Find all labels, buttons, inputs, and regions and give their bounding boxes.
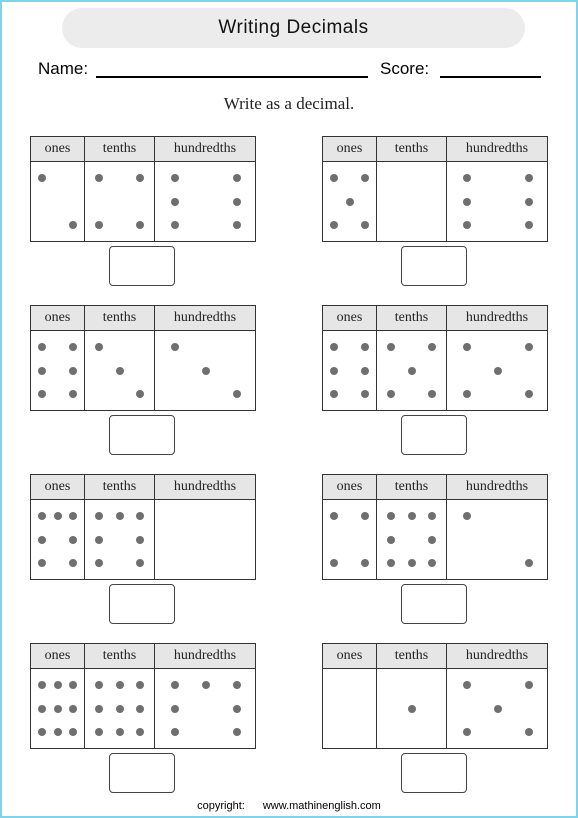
counter-dot bbox=[136, 728, 144, 736]
counter-dot bbox=[54, 705, 62, 713]
ones-cell bbox=[31, 500, 85, 579]
place-value-table bbox=[322, 305, 548, 411]
counter-dot bbox=[361, 174, 369, 182]
counter-dot bbox=[69, 221, 77, 229]
score-line bbox=[440, 76, 541, 78]
counter-dot bbox=[408, 705, 416, 713]
counter-dot bbox=[69, 536, 77, 544]
counter-dot bbox=[525, 343, 533, 351]
counter-dot bbox=[387, 536, 395, 544]
counter-dot bbox=[330, 512, 338, 520]
answer-box[interactable] bbox=[401, 584, 467, 624]
tenths-cell bbox=[85, 669, 155, 748]
counter-dot bbox=[202, 367, 210, 375]
counter-dot bbox=[95, 559, 103, 567]
table-header-row bbox=[31, 644, 255, 669]
table-header-row bbox=[323, 644, 547, 669]
counter-dot bbox=[171, 198, 179, 206]
counter-dot bbox=[525, 559, 533, 567]
answer-box[interactable] bbox=[109, 415, 175, 455]
copyright-footer bbox=[2, 800, 576, 812]
problem-6 bbox=[322, 474, 548, 626]
counter-dot bbox=[38, 705, 46, 713]
ones-cell bbox=[31, 162, 85, 241]
column-header-hundredths: hundredths bbox=[173, 479, 237, 494]
table-body-row bbox=[31, 500, 255, 579]
page-title: Writing Decimals bbox=[218, 17, 369, 38]
table-body-row bbox=[323, 331, 547, 410]
counter-dot bbox=[463, 174, 471, 182]
column-header-tenths: tenths bbox=[377, 475, 447, 499]
counter-dot bbox=[330, 174, 338, 182]
column-header-ones: ones bbox=[31, 306, 85, 330]
counter-dot bbox=[69, 728, 77, 736]
counter-dot bbox=[116, 512, 124, 520]
counter-dot bbox=[69, 367, 77, 375]
counter-dot bbox=[387, 343, 395, 351]
counter-dot bbox=[387, 390, 395, 398]
column-header-ones: ones bbox=[31, 644, 85, 668]
counter-dot bbox=[69, 705, 77, 713]
column-header-ones: ones bbox=[31, 137, 85, 161]
counter-dot bbox=[95, 728, 103, 736]
counter-dot bbox=[346, 198, 354, 206]
table-header-row bbox=[323, 475, 547, 500]
counter-dot bbox=[136, 536, 144, 544]
column-header-ones: ones bbox=[323, 644, 377, 668]
table-header-row bbox=[31, 306, 255, 331]
hundredths-cell bbox=[447, 669, 547, 748]
counter-dot bbox=[233, 221, 241, 229]
counter-dot bbox=[463, 390, 471, 398]
counter-dot bbox=[136, 390, 144, 398]
ones-cell bbox=[323, 162, 377, 241]
tenths-cell bbox=[377, 331, 447, 410]
name-line bbox=[96, 76, 368, 78]
hundredths-cell bbox=[155, 500, 255, 579]
counter-dot bbox=[387, 512, 395, 520]
counter-dot bbox=[463, 512, 471, 520]
column-header-hundredths: hundredths bbox=[465, 141, 529, 156]
counter-dot bbox=[428, 559, 436, 567]
table-header-row bbox=[323, 306, 547, 331]
counter-dot bbox=[69, 512, 77, 520]
ones-cell bbox=[323, 331, 377, 410]
counter-dot bbox=[494, 705, 502, 713]
counter-dot bbox=[95, 512, 103, 520]
column-header-hundredths: hundredths bbox=[465, 648, 529, 663]
counter-dot bbox=[38, 536, 46, 544]
counter-dot bbox=[38, 343, 46, 351]
tenths-cell bbox=[377, 500, 447, 579]
place-value-table bbox=[30, 305, 256, 411]
column-header-tenths: tenths bbox=[85, 475, 155, 499]
counter-dot bbox=[361, 221, 369, 229]
instruction-text: Write as a decimal. bbox=[223, 94, 355, 113]
table-header-row bbox=[31, 137, 255, 162]
answer-box[interactable] bbox=[401, 246, 467, 286]
table-body-row bbox=[323, 669, 547, 748]
counter-dot bbox=[171, 343, 179, 351]
counter-dot bbox=[95, 705, 103, 713]
hundredths-cell bbox=[447, 331, 547, 410]
problem-3 bbox=[30, 305, 256, 457]
counter-dot bbox=[233, 705, 241, 713]
counter-dot bbox=[116, 681, 124, 689]
tenths-cell bbox=[377, 669, 447, 748]
counter-dot bbox=[525, 390, 533, 398]
counter-dot bbox=[428, 343, 436, 351]
problem-5 bbox=[30, 474, 256, 626]
column-header-tenths: tenths bbox=[377, 137, 447, 161]
table-body-row bbox=[31, 669, 255, 748]
counter-dot bbox=[136, 221, 144, 229]
site-name: www.mathinenglish.com bbox=[262, 800, 381, 812]
place-value-table bbox=[30, 643, 256, 749]
counter-dot bbox=[463, 681, 471, 689]
counter-dot bbox=[171, 681, 179, 689]
counter-dot bbox=[525, 728, 533, 736]
name-label: Name: bbox=[38, 59, 89, 78]
counter-dot bbox=[428, 512, 436, 520]
column-header-hundredths: hundredths bbox=[465, 310, 529, 325]
counter-dot bbox=[38, 681, 46, 689]
counter-dot bbox=[38, 390, 46, 398]
table-body-row bbox=[323, 162, 547, 241]
counter-dot bbox=[38, 559, 46, 567]
column-header-ones: ones bbox=[323, 475, 377, 499]
counter-dot bbox=[202, 681, 210, 689]
counter-dot bbox=[233, 198, 241, 206]
counter-dot bbox=[136, 705, 144, 713]
score-label: Score: bbox=[380, 59, 430, 78]
counter-dot bbox=[38, 728, 46, 736]
counter-dot bbox=[171, 221, 179, 229]
counter-dot bbox=[408, 559, 416, 567]
tenths-cell bbox=[85, 162, 155, 241]
counter-dot bbox=[116, 367, 124, 375]
counter-dot bbox=[136, 559, 144, 567]
counter-dot bbox=[330, 559, 338, 567]
answer-box[interactable] bbox=[109, 584, 175, 624]
counter-dot bbox=[361, 512, 369, 520]
counter-dot bbox=[171, 705, 179, 713]
place-value-table bbox=[322, 136, 548, 242]
counter-dot bbox=[69, 559, 77, 567]
ones-cell bbox=[323, 500, 377, 579]
hundredths-cell bbox=[155, 331, 255, 410]
counter-dot bbox=[171, 174, 179, 182]
counter-dot bbox=[38, 174, 46, 182]
column-header-hundredths: hundredths bbox=[173, 648, 237, 663]
column-header-hundredths: hundredths bbox=[173, 310, 237, 325]
table-header-row bbox=[323, 137, 547, 162]
counter-dot bbox=[408, 512, 416, 520]
counter-dot bbox=[136, 512, 144, 520]
counter-dot bbox=[38, 512, 46, 520]
counter-dot bbox=[233, 681, 241, 689]
counter-dot bbox=[494, 367, 502, 375]
counter-dot bbox=[136, 681, 144, 689]
counter-dot bbox=[69, 681, 77, 689]
counter-dot bbox=[95, 221, 103, 229]
place-value-table bbox=[30, 136, 256, 242]
problem-4 bbox=[322, 305, 548, 457]
counter-dot bbox=[330, 343, 338, 351]
column-header-tenths: tenths bbox=[377, 306, 447, 330]
counter-dot bbox=[136, 174, 144, 182]
title-banner bbox=[62, 8, 525, 48]
counter-dot bbox=[95, 343, 103, 351]
counter-dot bbox=[361, 367, 369, 375]
counter-dot bbox=[171, 728, 179, 736]
ones-cell bbox=[31, 669, 85, 748]
answer-box[interactable] bbox=[401, 753, 467, 793]
counter-dot bbox=[330, 221, 338, 229]
counter-dot bbox=[95, 536, 103, 544]
answer-box[interactable] bbox=[109, 753, 175, 793]
counter-dot bbox=[428, 536, 436, 544]
hundredths-cell bbox=[155, 162, 255, 241]
counter-dot bbox=[361, 343, 369, 351]
counter-dot bbox=[38, 367, 46, 375]
hundredths-cell bbox=[447, 162, 547, 241]
counter-dot bbox=[95, 174, 103, 182]
counter-dot bbox=[525, 198, 533, 206]
column-header-ones: ones bbox=[31, 475, 85, 499]
copyright-label: copyright: bbox=[197, 800, 245, 812]
counter-dot bbox=[116, 728, 124, 736]
counter-dot bbox=[525, 681, 533, 689]
counter-dot bbox=[463, 728, 471, 736]
counter-dot bbox=[233, 728, 241, 736]
problem-8 bbox=[322, 643, 548, 795]
counter-dot bbox=[525, 174, 533, 182]
counter-dot bbox=[330, 390, 338, 398]
column-header-ones: ones bbox=[323, 306, 377, 330]
place-value-table bbox=[322, 643, 548, 749]
answer-box[interactable] bbox=[109, 246, 175, 286]
place-value-table bbox=[30, 474, 256, 580]
counter-dot bbox=[463, 198, 471, 206]
counter-dot bbox=[116, 705, 124, 713]
table-body-row bbox=[31, 162, 255, 241]
counter-dot bbox=[54, 728, 62, 736]
ones-cell bbox=[31, 331, 85, 410]
counter-dot bbox=[69, 390, 77, 398]
column-header-tenths: tenths bbox=[85, 306, 155, 330]
counter-dot bbox=[361, 559, 369, 567]
answer-box[interactable] bbox=[401, 415, 467, 455]
counter-dot bbox=[330, 367, 338, 375]
student-info-row bbox=[38, 56, 544, 82]
tenths-cell bbox=[85, 331, 155, 410]
problem-7 bbox=[30, 643, 256, 795]
counter-dot bbox=[463, 343, 471, 351]
counter-dot bbox=[54, 681, 62, 689]
counter-dot bbox=[233, 390, 241, 398]
counter-dot bbox=[233, 174, 241, 182]
column-header-tenths: tenths bbox=[377, 644, 447, 668]
counter-dot bbox=[54, 512, 62, 520]
table-header-row bbox=[31, 475, 255, 500]
counter-dot bbox=[525, 221, 533, 229]
counter-dot bbox=[95, 681, 103, 689]
tenths-cell bbox=[377, 162, 447, 241]
problem-1 bbox=[30, 136, 256, 288]
counter-dot bbox=[428, 390, 436, 398]
column-header-tenths: tenths bbox=[85, 137, 155, 161]
place-value-table bbox=[322, 474, 548, 580]
ones-cell bbox=[323, 669, 377, 748]
problem-2 bbox=[322, 136, 548, 288]
column-header-ones: ones bbox=[323, 137, 377, 161]
table-body-row bbox=[323, 500, 547, 579]
tenths-cell bbox=[85, 500, 155, 579]
counter-dot bbox=[387, 559, 395, 567]
column-header-hundredths: hundredths bbox=[465, 479, 529, 494]
column-header-hundredths: hundredths bbox=[173, 141, 237, 156]
counter-dot bbox=[361, 390, 369, 398]
counter-dot bbox=[69, 343, 77, 351]
column-header-tenths: tenths bbox=[85, 644, 155, 668]
counter-dot bbox=[408, 367, 416, 375]
hundredths-cell bbox=[447, 500, 547, 579]
hundredths-cell bbox=[155, 669, 255, 748]
counter-dot bbox=[463, 221, 471, 229]
table-body-row bbox=[31, 331, 255, 410]
